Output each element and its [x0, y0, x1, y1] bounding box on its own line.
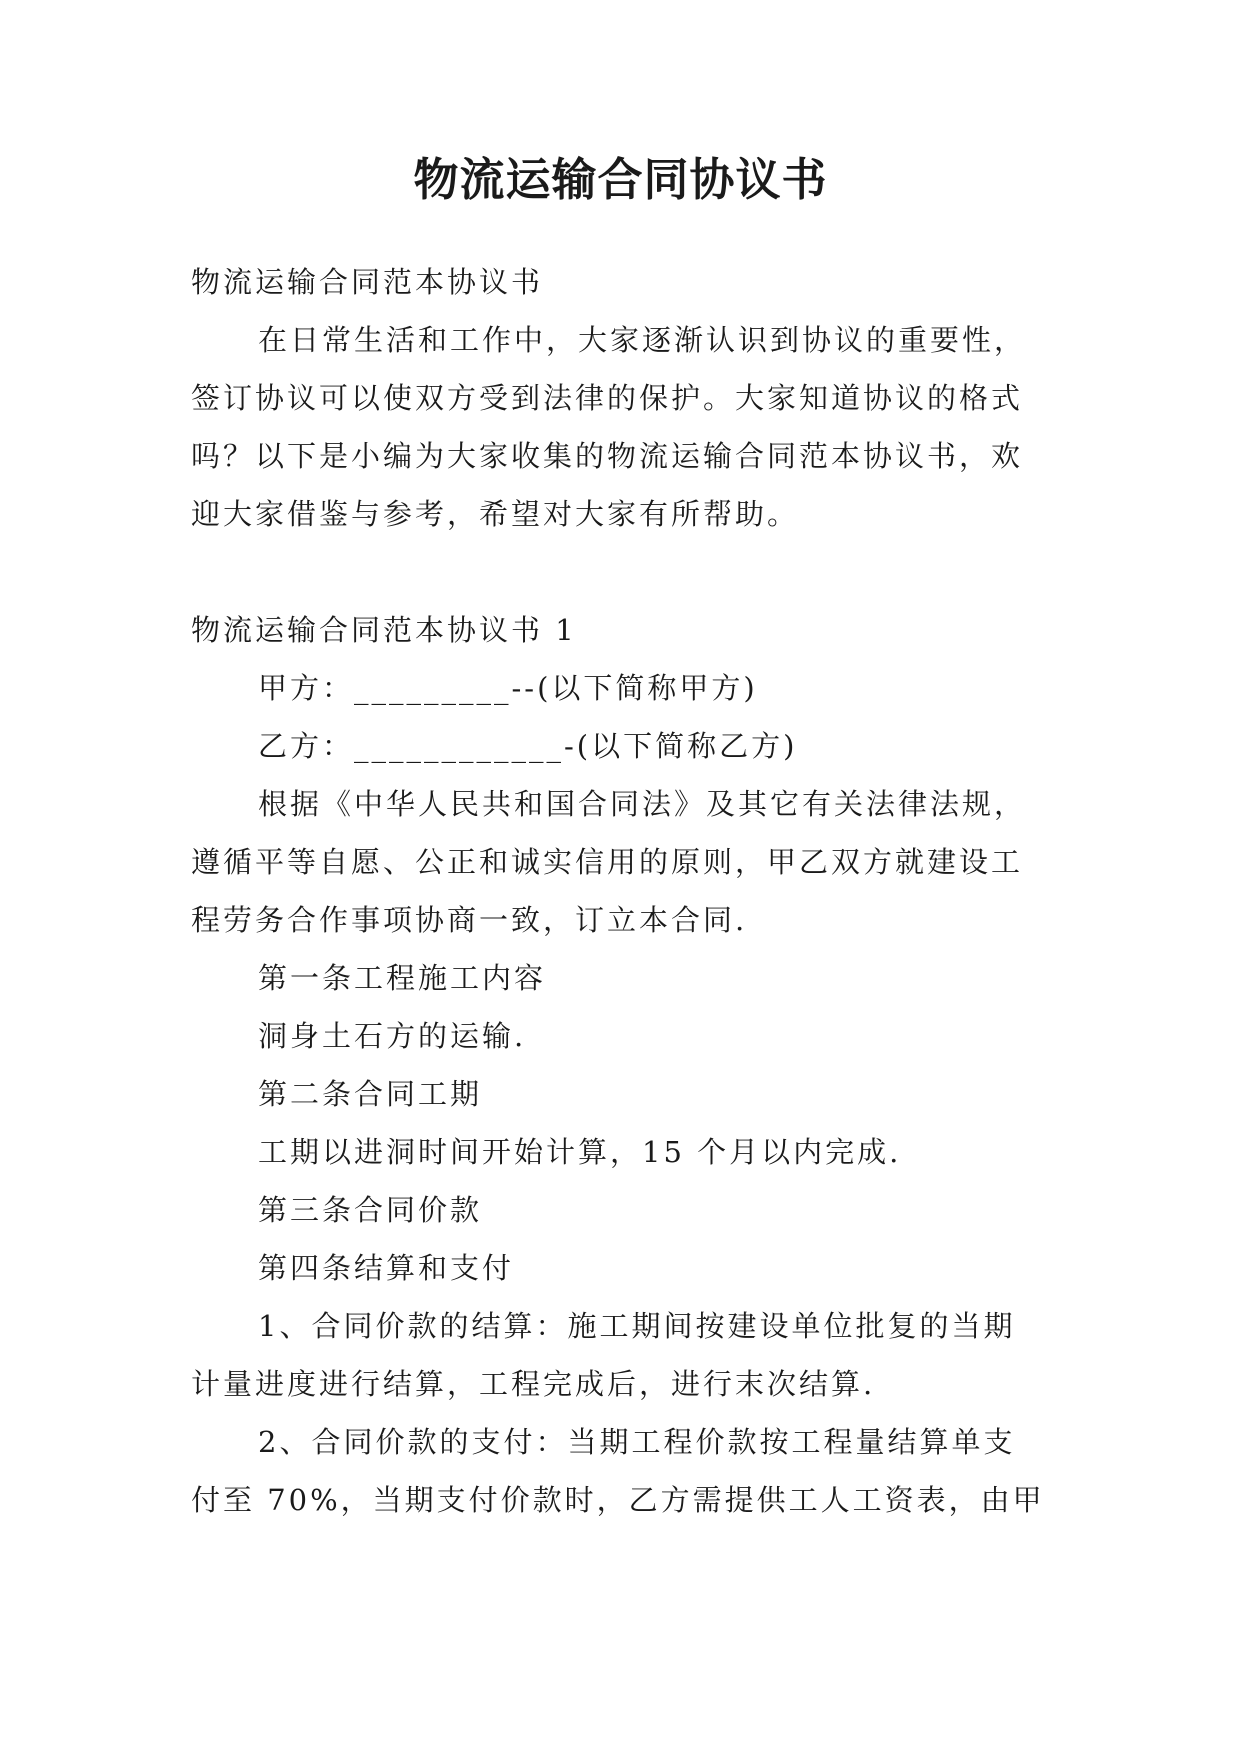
- payment-paragraph-line: 2、合同价款的支付：当期工程价款按工程量结算单支: [258, 1425, 1016, 1459]
- article-heading: 第四条结算和支付: [258, 1251, 515, 1285]
- document-body: [191, 253, 1061, 1529]
- contract-paragraph-line: 程劳务合作事项协商一致，订立本合同.: [191, 903, 748, 937]
- article-text: 洞身土石方的运输.: [258, 1019, 527, 1053]
- document-title: 物流运输合同协议书: [413, 153, 828, 206]
- intro-paragraph-line: 迎大家借鉴与参考，希望对大家有所帮助。: [191, 497, 800, 531]
- party-a-line: 甲方：_________--(以下简称甲方): [258, 671, 758, 705]
- section-heading: 物流运输合同范本协议书 1: [191, 613, 577, 647]
- intro-heading: 物流运输合同范本协议书: [191, 265, 544, 299]
- article-heading: 第三条合同价款: [258, 1193, 483, 1227]
- article-text: 工期以进洞时间开始计算，15 个月以内完成.: [258, 1135, 902, 1169]
- article-heading: 第二条合同工期: [258, 1077, 483, 1111]
- intro-paragraph-line: 吗？以下是小编为大家收集的物流运输合同范本协议书，欢: [191, 439, 1024, 473]
- article-heading: 第一条工程施工内容: [258, 961, 547, 995]
- party-b-line: 乙方：____________-(以下简称乙方): [258, 729, 798, 763]
- intro-paragraph-line: 签订协议可以使双方受到法律的保护。大家知道协议的格式: [191, 381, 1024, 415]
- contract-paragraph-line: 根据《中华人民共和国合同法》及其它有关法律法规，: [258, 787, 1027, 821]
- paragraph-spacer: [191, 543, 1061, 601]
- intro-paragraph-line: 在日常生活和工作中，大家逐渐认识到协议的重要性，: [258, 323, 1027, 357]
- settlement-paragraph-line: 计量进度进行结算，工程完成后，进行末次结算.: [191, 1367, 876, 1401]
- contract-paragraph-line: 遵循平等自愿、公正和诚实信用的原则，甲乙双方就建设工: [191, 845, 1024, 879]
- settlement-paragraph-line: 1、合同价款的结算：施工期间按建设单位批复的当期: [258, 1309, 1016, 1343]
- payment-paragraph-line: 付至 70%，当期支付价款时，乙方需提供工人工资表，由甲: [191, 1483, 1045, 1517]
